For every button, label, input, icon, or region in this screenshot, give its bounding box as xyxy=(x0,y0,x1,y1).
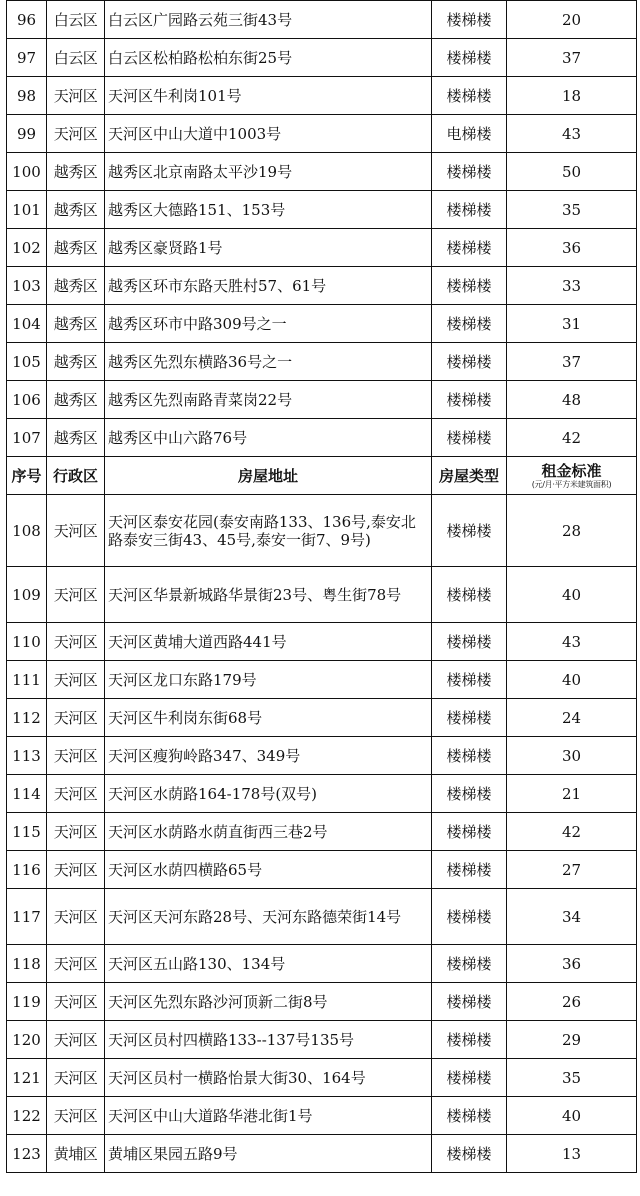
cell-district: 越秀区 xyxy=(47,153,105,191)
cell-rent: 37 xyxy=(507,39,637,77)
cell-district: 天河区 xyxy=(47,1097,105,1135)
table-row xyxy=(7,1021,637,1059)
cell-rent: 30 xyxy=(507,737,637,775)
cell-no: 108 xyxy=(7,495,47,567)
cell-rent: 40 xyxy=(507,1097,637,1135)
cell-type: 楼梯楼 xyxy=(432,567,507,623)
cell-rent: 42 xyxy=(507,813,637,851)
cell-address: 天河区水荫路水荫直街西三巷2号 xyxy=(105,813,432,851)
cell-no: 98 xyxy=(7,77,47,115)
cell-address: 天河区天河东路28号、天河东路德荣街14号 xyxy=(105,889,432,945)
cell-address: 越秀区大德路151、153号 xyxy=(105,191,432,229)
cell-district: 天河区 xyxy=(47,699,105,737)
cell-type: 楼梯楼 xyxy=(432,419,507,457)
cell-district: 天河区 xyxy=(47,813,105,851)
cell-rent: 35 xyxy=(507,1059,637,1097)
cell-type: 楼梯楼 xyxy=(432,983,507,1021)
cell-type: 楼梯楼 xyxy=(432,229,507,267)
cell-address: 天河区龙口东路179号 xyxy=(105,661,432,699)
cell-district: 白云区 xyxy=(47,39,105,77)
cell-type: 楼梯楼 xyxy=(432,889,507,945)
cell-district: 天河区 xyxy=(47,1021,105,1059)
cell-rent: 36 xyxy=(507,229,637,267)
cell-rent: 20 xyxy=(507,1,637,39)
cell-address: 越秀区豪贤路1号 xyxy=(105,229,432,267)
table-row xyxy=(7,623,637,661)
table-row xyxy=(7,1097,637,1135)
table-row xyxy=(7,77,637,115)
cell-district: 天河区 xyxy=(47,623,105,661)
cell-address: 白云区松柏路松柏东街25号 xyxy=(105,39,432,77)
table-row xyxy=(7,737,637,775)
cell-address: 天河区水荫四横路65号 xyxy=(105,851,432,889)
table-row xyxy=(7,305,637,343)
cell-address: 天河区华景新城路华景街23号、粤生街78号 xyxy=(105,567,432,623)
cell-district: 越秀区 xyxy=(47,381,105,419)
table-row xyxy=(7,229,637,267)
cell-address: 越秀区中山六路76号 xyxy=(105,419,432,457)
cell-rent: 29 xyxy=(507,1021,637,1059)
cell-rent: 48 xyxy=(507,381,637,419)
cell-address: 天河区中山大道路华港北街1号 xyxy=(105,1097,432,1135)
cell-no: 121 xyxy=(7,1059,47,1097)
cell-rent: 27 xyxy=(507,851,637,889)
cell-district: 天河区 xyxy=(47,945,105,983)
cell-type: 楼梯楼 xyxy=(432,737,507,775)
cell-district: 天河区 xyxy=(47,737,105,775)
cell-district: 越秀区 xyxy=(47,419,105,457)
cell-rent: 26 xyxy=(507,983,637,1021)
cell-type: 楼梯楼 xyxy=(432,267,507,305)
cell-type: 楼梯楼 xyxy=(432,1135,507,1173)
rent-table xyxy=(6,0,637,1173)
cell-type: 楼梯楼 xyxy=(432,381,507,419)
table-row xyxy=(7,699,637,737)
cell-type: 楼梯楼 xyxy=(432,851,507,889)
table-row xyxy=(7,851,637,889)
cell-no: 110 xyxy=(7,623,47,661)
cell-type: 楼梯楼 xyxy=(432,1059,507,1097)
cell-no: 116 xyxy=(7,851,47,889)
cell-address: 越秀区北京南路太平沙19号 xyxy=(105,153,432,191)
cell-no: 112 xyxy=(7,699,47,737)
table-row xyxy=(7,1135,637,1173)
cell-no: 109 xyxy=(7,567,47,623)
cell-rent: 40 xyxy=(507,661,637,699)
cell-type: 楼梯楼 xyxy=(432,623,507,661)
cell-type: 楼梯楼 xyxy=(432,343,507,381)
cell-no: 114 xyxy=(7,775,47,813)
cell-address: 白云区广园路云苑三街43号 xyxy=(105,1,432,39)
cell-no: 99 xyxy=(7,115,47,153)
cell-district: 越秀区 xyxy=(47,267,105,305)
cell-no: 118 xyxy=(7,945,47,983)
cell-no: 120 xyxy=(7,1021,47,1059)
cell-district: 白云区 xyxy=(47,1,105,39)
cell-address: 天河区牛利岗101号 xyxy=(105,77,432,115)
table-row xyxy=(7,419,637,457)
cell-type: 楼梯楼 xyxy=(432,153,507,191)
cell-no: 105 xyxy=(7,343,47,381)
cell-rent: 50 xyxy=(507,153,637,191)
cell-address: 越秀区环市东路天胜村57、61号 xyxy=(105,267,432,305)
cell-rent: 43 xyxy=(507,623,637,661)
cell-no: 100 xyxy=(7,153,47,191)
cell-address: 天河区五山路130、134号 xyxy=(105,945,432,983)
table-row xyxy=(7,1,637,39)
header-rent xyxy=(507,457,637,495)
table-row xyxy=(7,945,637,983)
cell-district: 天河区 xyxy=(47,77,105,115)
cell-rent: 42 xyxy=(507,419,637,457)
cell-type: 楼梯楼 xyxy=(432,191,507,229)
cell-no: 115 xyxy=(7,813,47,851)
cell-no: 102 xyxy=(7,229,47,267)
header-district: 行政区 xyxy=(47,457,105,495)
cell-district: 天河区 xyxy=(47,1059,105,1097)
cell-district: 天河区 xyxy=(47,661,105,699)
cell-rent: 43 xyxy=(507,115,637,153)
cell-address: 越秀区环市中路309号之一 xyxy=(105,305,432,343)
cell-address: 天河区黄埔大道西路441号 xyxy=(105,623,432,661)
cell-district: 天河区 xyxy=(47,775,105,813)
cell-address: 天河区员村四横路133--137号135号 xyxy=(105,1021,432,1059)
cell-rent: 31 xyxy=(507,305,637,343)
cell-type: 楼梯楼 xyxy=(432,77,507,115)
cell-district: 天河区 xyxy=(47,115,105,153)
cell-district: 越秀区 xyxy=(47,343,105,381)
cell-type: 楼梯楼 xyxy=(432,699,507,737)
cell-address: 天河区泰安花园(泰安南路133、136号,泰安北路泰安三街43、45号,泰安一街7、9号) xyxy=(105,495,432,567)
cell-rent: 13 xyxy=(507,1135,637,1173)
table-body-bottom xyxy=(7,495,637,1173)
cell-no: 119 xyxy=(7,983,47,1021)
header-no: 序号 xyxy=(7,457,47,495)
cell-rent: 24 xyxy=(507,699,637,737)
cell-rent: 33 xyxy=(507,267,637,305)
cell-rent: 34 xyxy=(507,889,637,945)
table-row xyxy=(7,813,637,851)
table-row xyxy=(7,983,637,1021)
table-row xyxy=(7,1059,637,1097)
cell-rent: 18 xyxy=(507,77,637,115)
cell-no: 117 xyxy=(7,889,47,945)
cell-no: 107 xyxy=(7,419,47,457)
table-row xyxy=(7,775,637,813)
table-row xyxy=(7,889,637,945)
cell-district: 天河区 xyxy=(47,567,105,623)
cell-type: 楼梯楼 xyxy=(432,945,507,983)
cell-address: 越秀区先烈东横路36号之一 xyxy=(105,343,432,381)
cell-type: 楼梯楼 xyxy=(432,305,507,343)
cell-rent: 35 xyxy=(507,191,637,229)
cell-address: 天河区牛利岗东街68号 xyxy=(105,699,432,737)
cell-district: 越秀区 xyxy=(47,229,105,267)
table-row xyxy=(7,39,637,77)
header-row xyxy=(7,457,637,495)
cell-rent: 21 xyxy=(507,775,637,813)
cell-type: 楼梯楼 xyxy=(432,661,507,699)
cell-district: 越秀区 xyxy=(47,305,105,343)
cell-address: 天河区水荫路164-178号(双号) xyxy=(105,775,432,813)
cell-address: 天河区先烈东路沙河顶新二街8号 xyxy=(105,983,432,1021)
cell-type: 电梯楼 xyxy=(432,115,507,153)
table-row xyxy=(7,343,637,381)
cell-rent: 37 xyxy=(507,343,637,381)
cell-address: 天河区中山大道中1003号 xyxy=(105,115,432,153)
cell-rent: 40 xyxy=(507,567,637,623)
cell-address: 天河区员村一横路怡景大街30、164号 xyxy=(105,1059,432,1097)
cell-type: 楼梯楼 xyxy=(432,775,507,813)
cell-type: 楼梯楼 xyxy=(432,1021,507,1059)
cell-no: 97 xyxy=(7,39,47,77)
cell-no: 104 xyxy=(7,305,47,343)
cell-district: 天河区 xyxy=(47,983,105,1021)
header-address: 房屋地址 xyxy=(105,457,432,495)
cell-rent: 36 xyxy=(507,945,637,983)
table-row xyxy=(7,267,637,305)
header-rent-label: 租金标准 xyxy=(541,461,602,480)
cell-no: 101 xyxy=(7,191,47,229)
cell-district: 天河区 xyxy=(47,851,105,889)
cell-no: 111 xyxy=(7,661,47,699)
cell-type: 楼梯楼 xyxy=(432,1,507,39)
table-body-top xyxy=(7,1,637,457)
cell-address: 黄埔区果园五路9号 xyxy=(105,1135,432,1173)
table-row xyxy=(7,191,637,229)
cell-no: 122 xyxy=(7,1097,47,1135)
cell-district: 越秀区 xyxy=(47,191,105,229)
table-row xyxy=(7,153,637,191)
table-row xyxy=(7,381,637,419)
cell-district: 天河区 xyxy=(47,889,105,945)
table-row xyxy=(7,567,637,623)
cell-address: 越秀区先烈南路青菜岗22号 xyxy=(105,381,432,419)
cell-type: 楼梯楼 xyxy=(432,1097,507,1135)
table-row xyxy=(7,495,637,567)
table-header xyxy=(7,457,637,495)
cell-type: 楼梯楼 xyxy=(432,813,507,851)
cell-no: 123 xyxy=(7,1135,47,1173)
cell-district: 天河区 xyxy=(47,495,105,567)
cell-no: 113 xyxy=(7,737,47,775)
cell-rent: 28 xyxy=(507,495,637,567)
cell-no: 96 xyxy=(7,1,47,39)
table-row xyxy=(7,661,637,699)
cell-no: 103 xyxy=(7,267,47,305)
header-type: 房屋类型 xyxy=(432,457,507,495)
header-rent-unit: (元/月·平方米建筑面积) xyxy=(531,479,612,489)
cell-type: 楼梯楼 xyxy=(432,495,507,567)
cell-address: 天河区瘦狗岭路347、349号 xyxy=(105,737,432,775)
cell-type: 楼梯楼 xyxy=(432,39,507,77)
cell-no: 106 xyxy=(7,381,47,419)
table-row xyxy=(7,115,637,153)
cell-district: 黄埔区 xyxy=(47,1135,105,1173)
